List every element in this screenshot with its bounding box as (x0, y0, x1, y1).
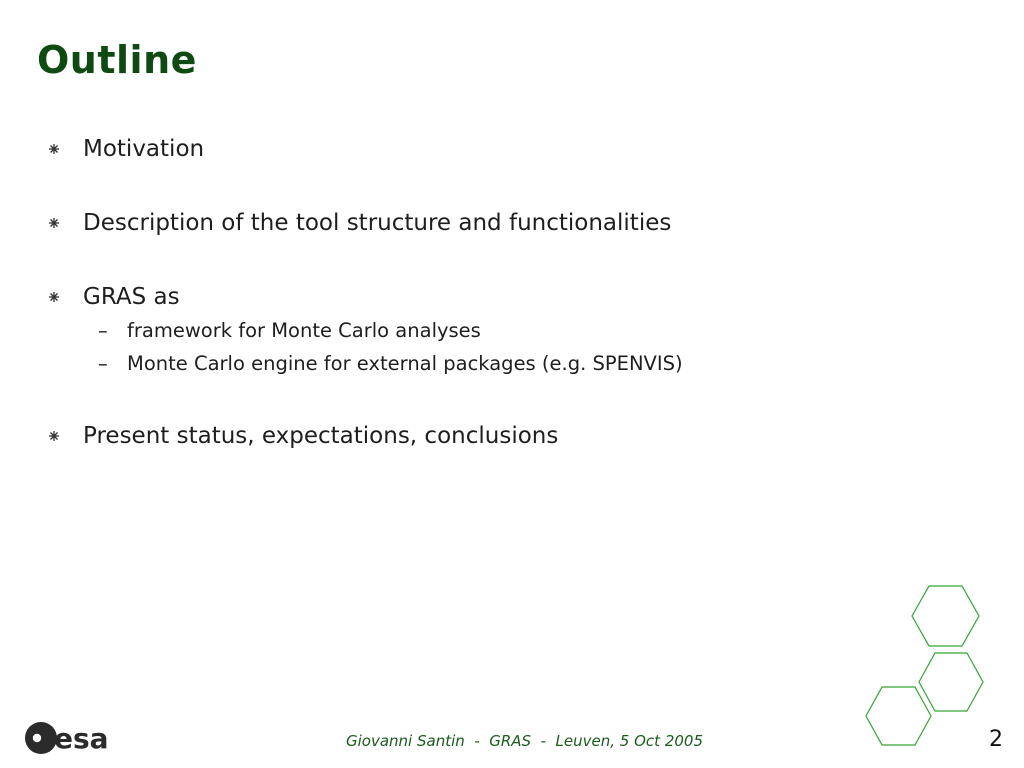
hexagon-shape (912, 586, 979, 646)
bullet-item (48, 423, 558, 449)
logo-wordmark: esa (54, 722, 109, 755)
sub-bullet-text: Monte Carlo engine for external packages (e.g. SPENVIS) (127, 352, 683, 375)
hexagon-shape (919, 653, 983, 711)
dash-marker: – (98, 352, 108, 375)
bullet-text: Present status, expectations, conclusions (83, 423, 559, 449)
slide-title: Outline (37, 38, 197, 82)
asterisk-bullet-icon (48, 291, 60, 303)
dash-marker: – (98, 319, 108, 342)
sub-bullet-item (98, 352, 683, 375)
sub-bullet-item (98, 319, 481, 342)
asterisk-bullet-icon (48, 143, 60, 155)
asterisk-bullet-icon (48, 430, 60, 442)
bullet-item (48, 136, 204, 162)
bullet-text: Description of the tool structure and functionalities (83, 210, 672, 236)
bullet-text: GRAS as (83, 284, 180, 310)
page-number: 2 (989, 727, 1003, 752)
sub-bullet-text: framework for Monte Carlo analyses (127, 319, 481, 342)
esa-logo (24, 717, 124, 759)
footer-text: Giovanni Santin - GRAS - Leuven, 5 Oct 2005 (346, 732, 703, 750)
bullet-text: Motivation (83, 136, 205, 162)
asterisk-bullet-icon (48, 217, 60, 229)
hexagon-cluster (860, 583, 990, 751)
bullet-item (48, 210, 671, 236)
bullet-item (48, 284, 180, 310)
hexagon-shape (866, 687, 931, 745)
